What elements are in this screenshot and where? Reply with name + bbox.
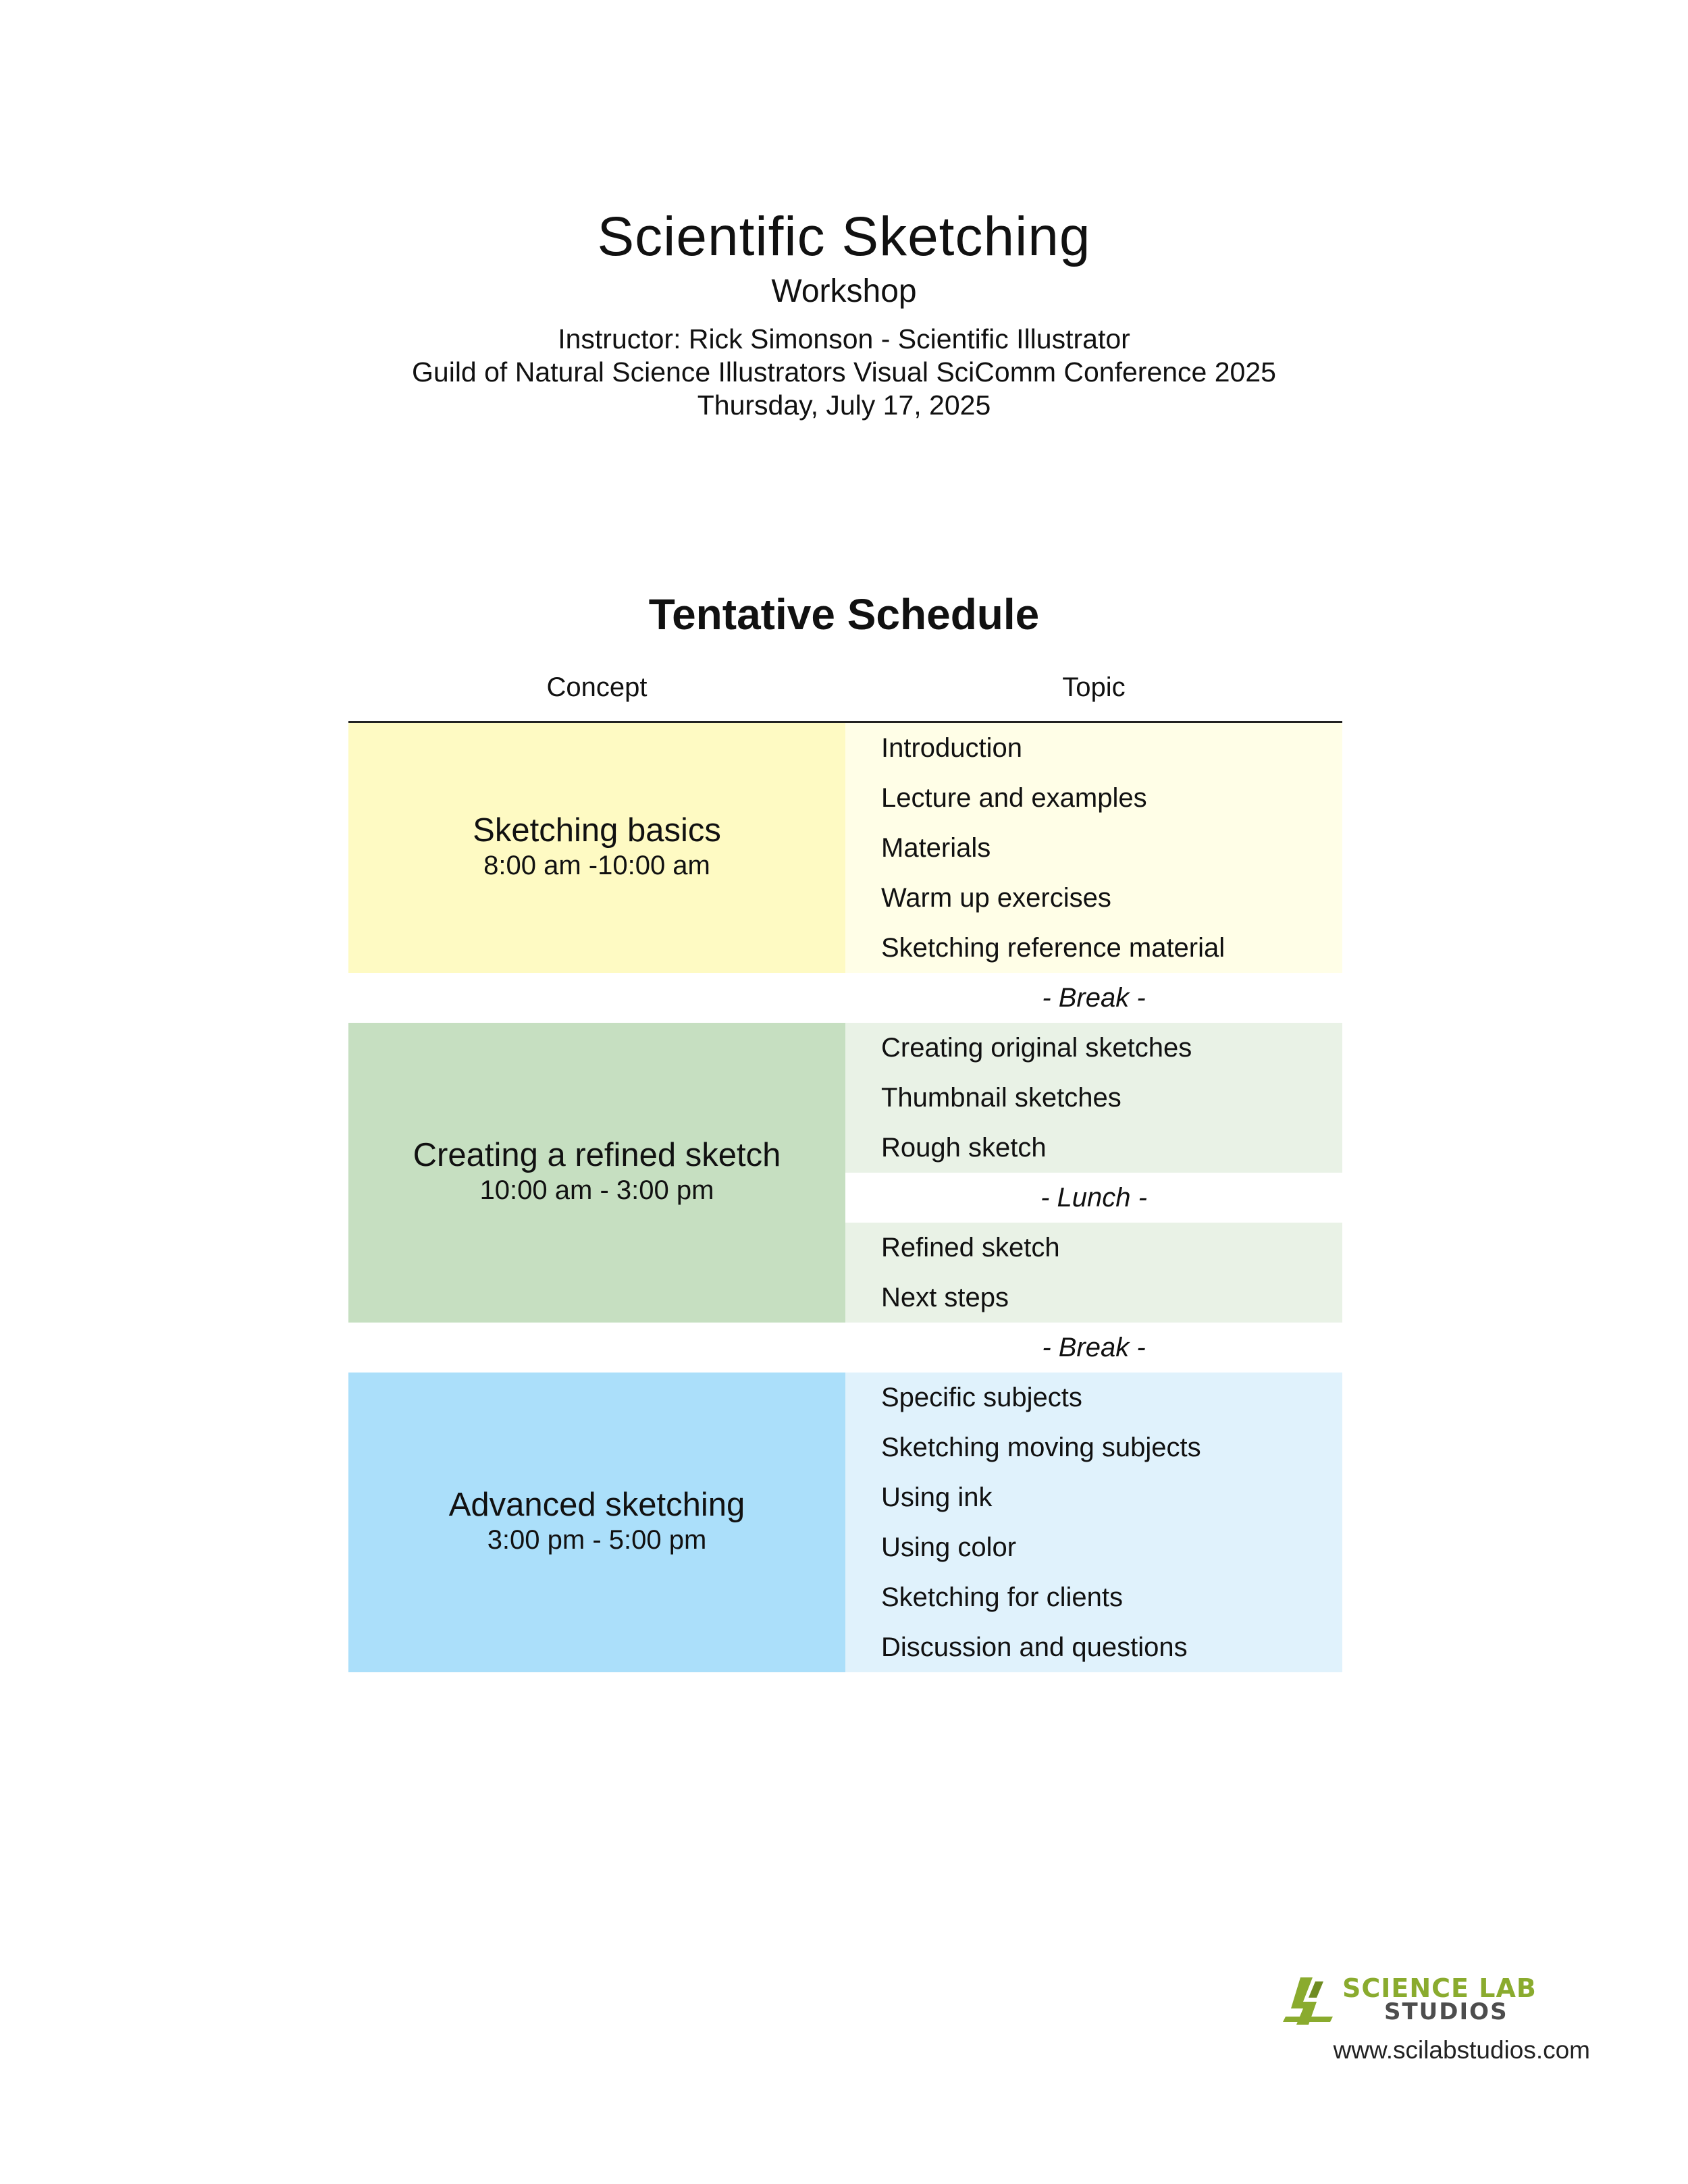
document-title: Scientific Sketching [597,206,1091,267]
date-line: Thursday, July 17, 2025 [697,390,991,421]
concept-name: Advanced sketching [448,1487,745,1524]
topic-item: Materials [881,833,991,863]
instructor-line: Instructor: Rick Simonson - Scientific Illustrator [558,323,1130,354]
conference-line: Guild of Natural Science Illustrators Visual SciComm Conference 2025 [412,356,1276,388]
topic-list-advanced-sketching [845,1373,1342,1672]
concept-time: 10:00 am - 3:00 pm [479,1175,714,1205]
topic-item: Refined sketch [881,1233,1060,1262]
topic-item: Specific subjects [881,1383,1082,1412]
topic-list-sketching-basics [845,723,1342,973]
website-url: www.scilabstudios.com [1333,2036,1590,2064]
topic-item: Sketching moving subjects [881,1433,1201,1462]
topic-column-header: Topic [1062,672,1126,702]
document-subtitle: Workshop [771,273,917,309]
concept-column-header: Concept [546,672,648,702]
logo-text-line2: STUDIOS [1384,1998,1508,2025]
break-row: - Break - [845,973,1342,1023]
event-info [0,323,1688,422]
concept-name: Sketching basics [473,812,721,849]
concept-name: Creating a refined sketch [413,1137,781,1174]
topic-item: Using ink [881,1483,993,1512]
topic-item: Discussion and questions [881,1632,1188,1662]
science-lab-studios-logo [1283,1975,1593,2029]
topic-item: Warm up exercises [881,883,1111,913]
topic-item: Sketching for clients [881,1582,1123,1612]
topic-item: Lecture and examples [881,783,1147,813]
concept-time: 3:00 pm - 5:00 pm [487,1524,707,1555]
topic-list-refined-sketch-afternoon [845,1223,1342,1323]
logo-text-line1: SCIENCE LAB [1342,1973,1537,2003]
schedule-title: Tentative Schedule [648,590,1040,639]
concept-cell-advanced-sketching [348,1373,845,1672]
topic-list-refined-sketch-morning [845,1023,1342,1173]
topic-item: Introduction [881,733,1023,763]
lunch-row: - Lunch - [845,1173,1342,1223]
break-row: - Break - [845,1323,1342,1373]
concept-time: 8:00 am -10:00 am [483,850,710,880]
concept-cell-refined-sketch [348,1023,845,1323]
concept-cell-sketching-basics [348,723,845,973]
topic-item: Thumbnail sketches [881,1083,1122,1113]
topic-item: Using color [881,1533,1017,1562]
topic-item: Next steps [881,1283,1009,1312]
topic-item: Creating original sketches [881,1033,1192,1063]
topic-item: Sketching reference material [881,933,1225,963]
topic-item: Rough sketch [881,1133,1047,1163]
logo-mark-icon [1283,1975,1336,2027]
